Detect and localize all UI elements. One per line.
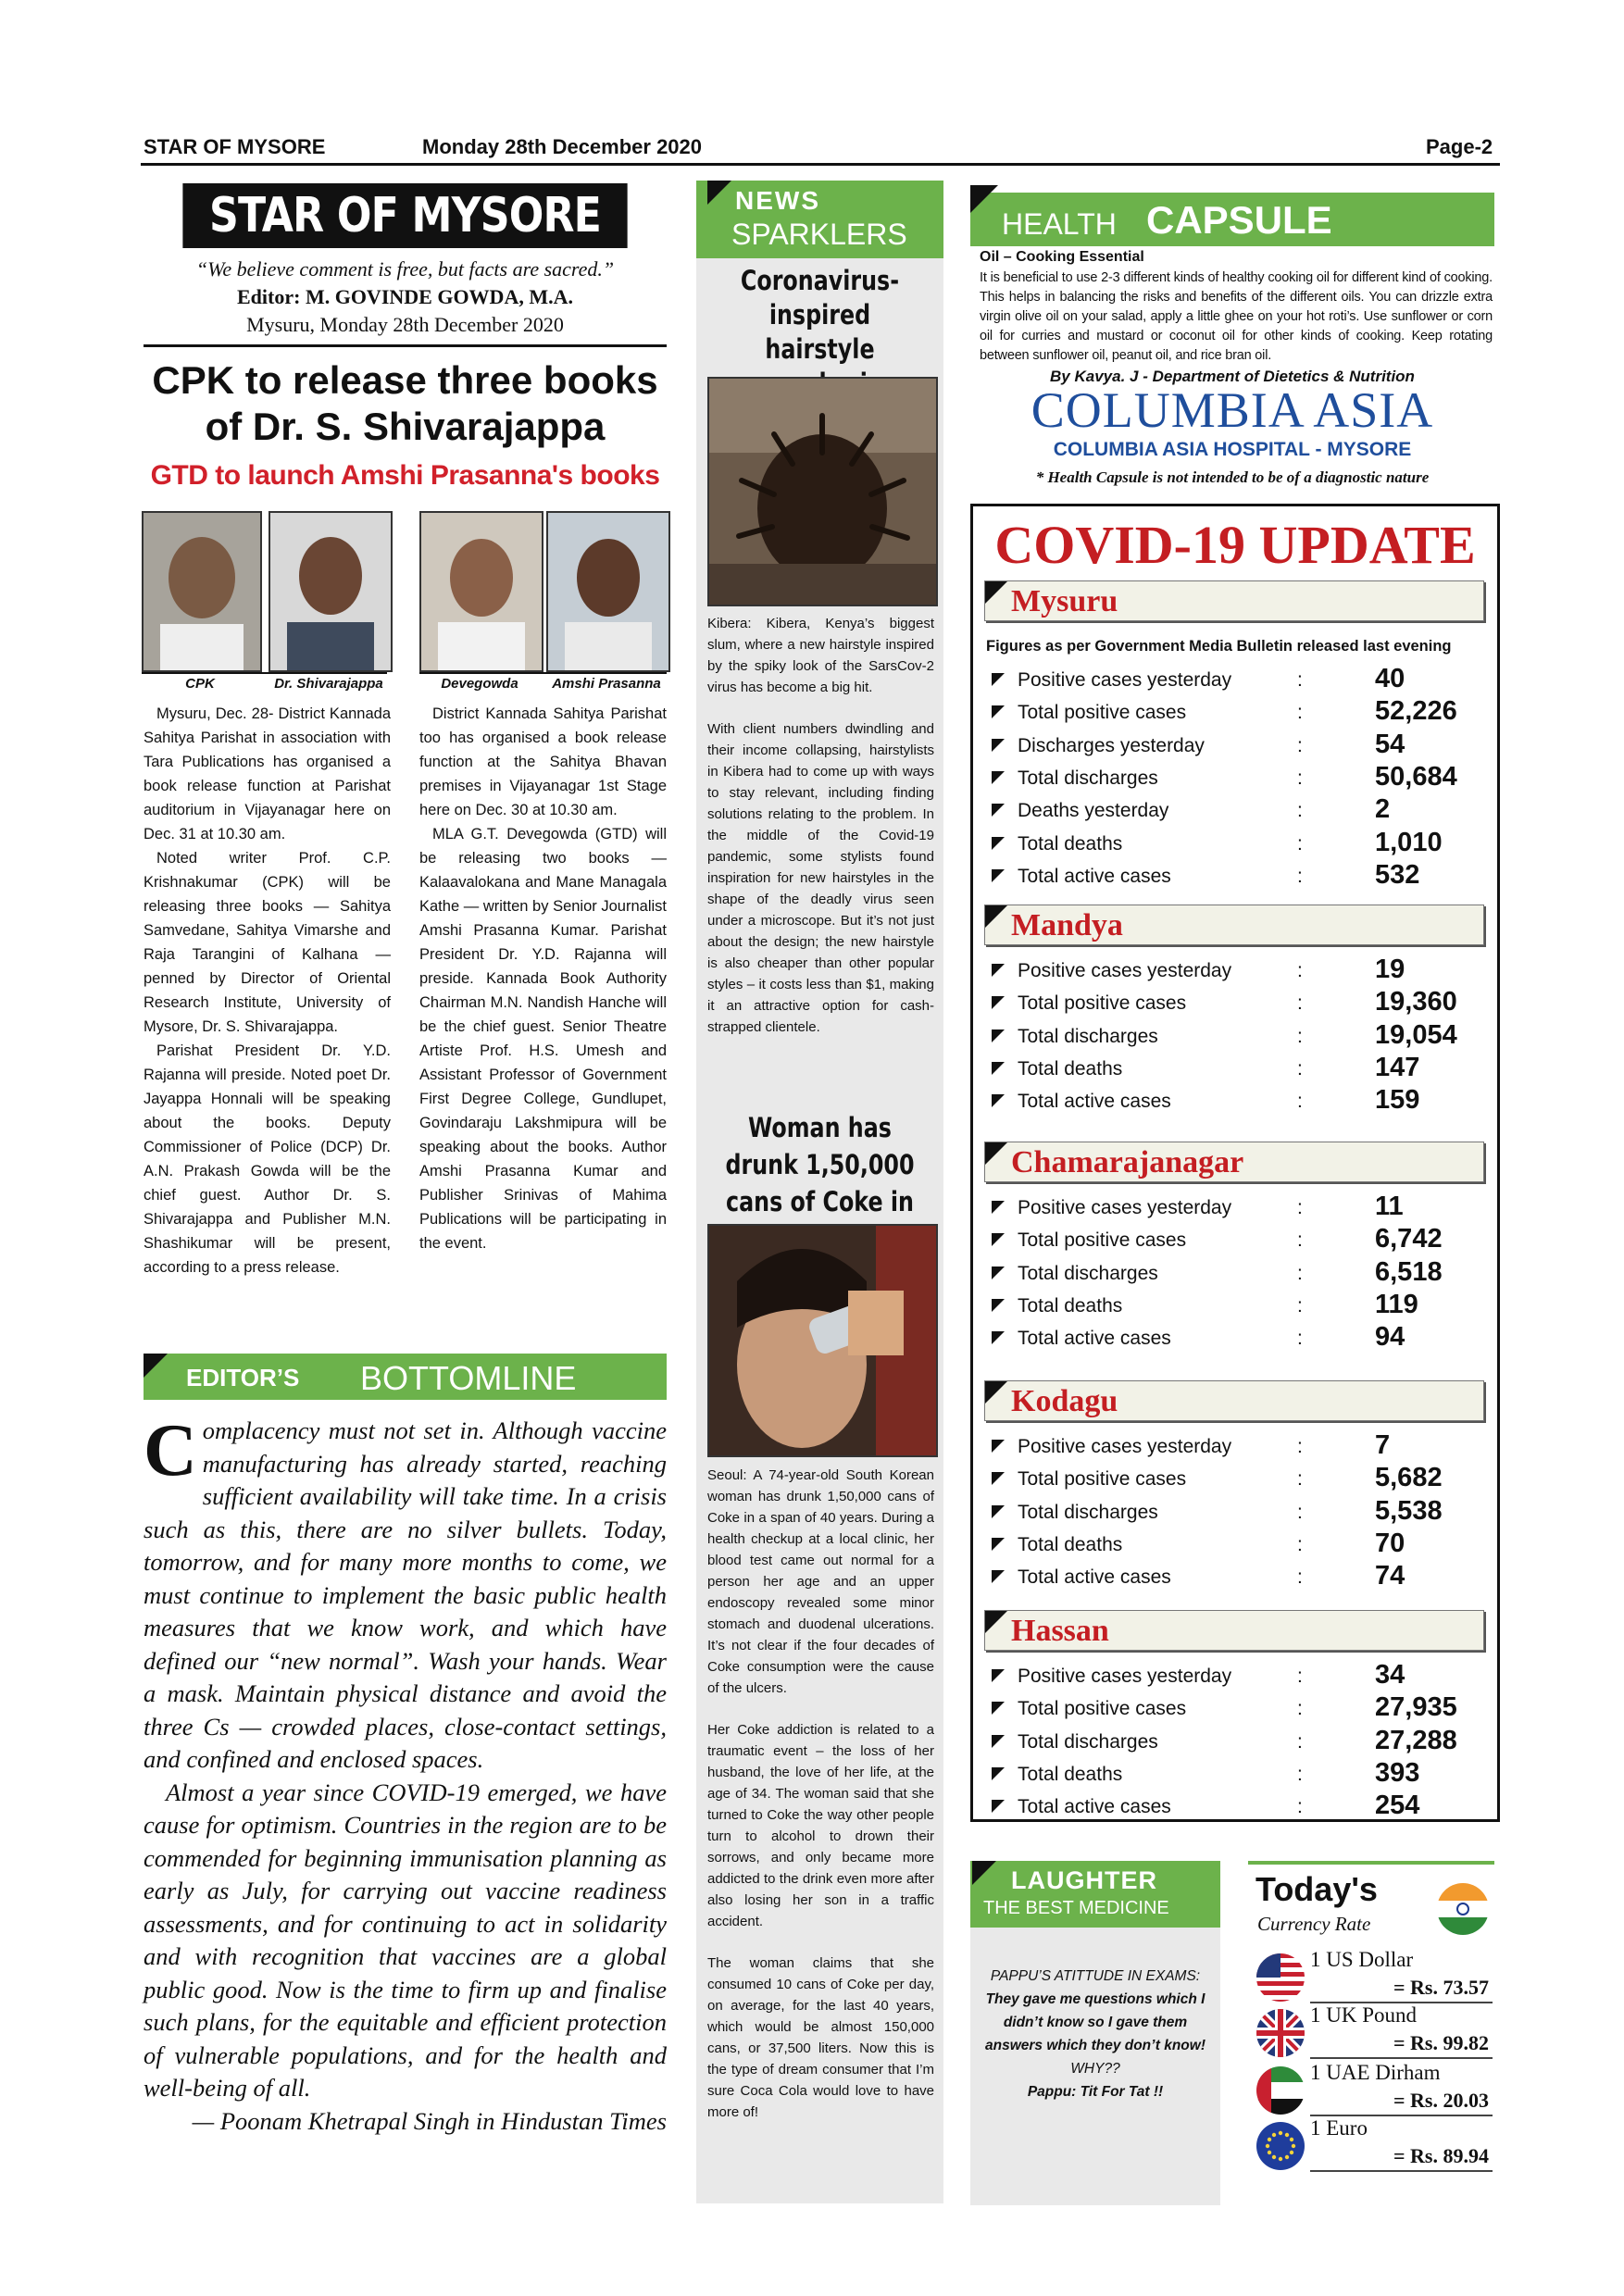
lead-column-1 — [144, 702, 391, 1279]
currency-row — [1256, 2061, 1493, 2116]
story1-title: Coronavirus-inspired hairstyle — [740, 265, 900, 365]
stat-value: 147 — [1375, 1052, 1420, 1082]
covid-stat-row — [986, 1463, 1486, 1495]
arrow-bullet-icon — [992, 1440, 1005, 1453]
lead-para: MLA G.T. Devegowda (GTD) will be releasing two books — Kalaavalokana and Mane Managala Kathe — written by Senior Journalist Amshi Prasanna Kumar. Parishat President Dr. Y.D. Rajanna will preside. Kannada Book Authority Chairman M.N. Nandish Hanche will be the chief guest. Senior Theatre Artiste Prof. H.S. Umesh and Assistant Professor of Government First Degree College, Gundlupet, Govindaraju Lakshmipura will be speaking about the books. Author Amshi Prasanna Kumar and Publisher Srinivas of Mahima Publications will be participating in the event. — [419, 826, 667, 1252]
story1-para: With client numbers dwindling and their income collapsing, hairstylists in Kibera had to come up with ways to stay relevant, including finding solutions relating to the problem. In the middle of the Covid-19 pandemic, some stylists found inspiration for new hairstyles in the shape of the deadly virus seen under a microscope. But it’s not just about the design; the new hairstyle is also cheaper than other popular styles – it costs less than $1, making it an attractive option for cash-strapped clientele. — [707, 721, 934, 1035]
health-header — [970, 193, 1494, 246]
currency-name: 1 US Dollar — [1310, 1948, 1414, 1971]
arrow-bullet-icon — [992, 1669, 1005, 1682]
covid-stat-row — [986, 860, 1486, 892]
stat-label: Total discharges — [1018, 1025, 1158, 1047]
arrow-bullet-icon — [992, 1800, 1005, 1813]
lead-headline-line2: of Dr. S. Shivarajappa — [205, 405, 606, 448]
stat-label: Deaths yesterday — [1018, 800, 1169, 822]
covid-stat-row — [986, 762, 1486, 794]
stat-colon: : — [1297, 1328, 1303, 1350]
stat-label: Positive cases yesterday — [1018, 1197, 1232, 1218]
joke-line-1: PAPPU’S ATITTUDE IN EXAMS: — [990, 1968, 1201, 1984]
story2-para: Seoul: A 74-year-old South Korean woman has drunk 1,50,000 cans of Coke in a span of 40 years. During a health checkup at a local clinic, her blood test came out normal for a person her age and an upper endoscopy revealed some minor stomach and duodenal ulcerations. It’s not clear if the four decades of Coke consumption were the cause of the ulcers. — [707, 1467, 934, 1696]
arrow-bullet-icon — [992, 771, 1005, 784]
covid-stat-row — [986, 696, 1486, 729]
arrow-bullet-icon — [992, 1767, 1005, 1780]
arrow-bullet-icon — [992, 996, 1005, 1009]
editorial-para-1: omplacency must not set in. Although vaccine manufacturing has already started, reaching sufficient availability will take time. In a crisis such as this, there are no silver bullets. Today, tomorrow, and for many more months to come, we must continue to implement the basic public health measures that we know work, and which have defined our “new normal”. Wash your hands. Wear a mask. Maintain physical distance and avoid the three Cs — crowded places, close-contact settings, and confined and enclosed spaces. — [144, 1416, 667, 1773]
covid-stat-row — [986, 1290, 1486, 1322]
laughter-label-a: LAUGHTER — [1011, 1866, 1157, 1894]
news-label-a: NEWS — [735, 186, 820, 215]
currency-rule — [1310, 2170, 1493, 2172]
stat-colon: : — [1297, 1262, 1303, 1284]
arrow-bullet-icon — [992, 1201, 1005, 1214]
stat-value: 40 — [1375, 664, 1405, 693]
stat-colon: : — [1297, 1566, 1303, 1589]
stat-value: 74 — [1375, 1561, 1405, 1591]
stat-colon: : — [1297, 1666, 1303, 1687]
covid-stat-row — [986, 1660, 1486, 1692]
stat-value: 19,054 — [1375, 1019, 1457, 1050]
health-byline: By Kavya. J - Department of Dietetics & Nutrition — [1050, 368, 1415, 385]
stat-value: 11 — [1375, 1192, 1404, 1221]
caption-devegowda: Devegowda — [441, 676, 518, 692]
currency-row — [1256, 1948, 1493, 2003]
stat-colon: : — [1297, 1698, 1303, 1720]
covid-stat-row — [986, 1496, 1486, 1529]
corner-triangle-icon — [970, 185, 998, 213]
covid-stat-row — [986, 1085, 1486, 1117]
stat-colon: : — [1297, 1501, 1303, 1523]
stat-label: Total discharges — [1018, 1262, 1158, 1284]
caption-rule-2 — [419, 672, 667, 674]
photo-virus-hairstyle — [707, 377, 938, 606]
eu-flag-icon — [1256, 2122, 1305, 2170]
covid-stat-row — [986, 730, 1486, 762]
district-header-chamarajanagar — [984, 1142, 1484, 1182]
stat-colon: : — [1297, 1533, 1303, 1555]
covid-title: COVID-19 UPDATE — [994, 515, 1476, 575]
joke-line-2: They gave me questions which I didn’t know so I gave them answers which they don’t know! — [985, 1991, 1206, 2053]
stat-colon: : — [1297, 1057, 1303, 1079]
joke-line-4: Pappu: Tit For Tat !! — [1027, 2084, 1164, 2100]
stat-colon: : — [1297, 1294, 1303, 1316]
joke-line-3: WHY?? — [1070, 2061, 1120, 2077]
arrow-bullet-icon — [992, 1702, 1005, 1715]
laughter-label-b: THE BEST MEDICINE — [983, 1898, 1169, 1918]
top-rule — [141, 163, 1500, 166]
stat-label: Total positive cases — [1018, 992, 1187, 1015]
corner-triangle-icon — [985, 1142, 1007, 1165]
stat-colon: : — [1297, 1436, 1303, 1457]
stat-colon: : — [1297, 1730, 1303, 1753]
story2-title: Woman has drunk 1,50,000 cans of Coke in — [725, 1112, 915, 1217]
stat-colon: : — [1297, 1197, 1303, 1218]
stat-label: Total active cases — [1018, 1796, 1171, 1818]
covid-stat-row — [986, 1053, 1486, 1085]
currency-value: = Rs. 20.03 — [1393, 2089, 1489, 2112]
arrow-bullet-icon — [992, 1570, 1005, 1583]
stat-value: 159 — [1375, 1085, 1420, 1116]
currency-name: 1 UAE Dirham — [1310, 2061, 1441, 2084]
district-name: Mandya — [1011, 908, 1123, 942]
covid-source-note: Figures as per Government Media Bulletin released last evening — [986, 638, 1452, 655]
stat-value: 27,935 — [1375, 1692, 1457, 1723]
caption-rule-1 — [142, 672, 387, 674]
stat-value: 94 — [1375, 1322, 1405, 1353]
arrow-bullet-icon — [992, 1267, 1005, 1279]
photo-devegowda — [419, 511, 543, 672]
stat-label: Total deaths — [1018, 1057, 1123, 1079]
masthead-title: STAR OF MYSORE — [182, 183, 627, 248]
stat-label: Total active cases — [1018, 1328, 1171, 1350]
editorial-label-a: EDITOR’S — [186, 1364, 300, 1391]
covid-stat-row — [986, 1758, 1486, 1791]
corner-triangle-icon — [972, 1861, 996, 1885]
stat-value: 119 — [1375, 1289, 1418, 1319]
covid-stat-row — [986, 1430, 1486, 1463]
india-flag-icon — [1437, 1883, 1489, 1935]
covid-stat-row — [986, 794, 1486, 827]
covid-stat-row — [986, 955, 1486, 987]
covid-stat-row — [986, 664, 1486, 696]
photo-shivarajappa — [269, 511, 393, 672]
district-name: Mysuru — [1011, 584, 1118, 618]
masthead-rule — [144, 344, 667, 347]
motto: “We believe comment is free, but facts are sacred.” — [195, 257, 615, 281]
stat-colon: : — [1297, 800, 1303, 822]
stat-label: Total discharges — [1018, 767, 1158, 789]
stat-colon: : — [1297, 734, 1303, 756]
stat-value: 27,288 — [1375, 1725, 1457, 1755]
currency-top-rule — [1248, 1861, 1494, 1865]
editorial-para-2: Almost a year since COVID-19 emerged, we have cause for optimism. Countries in the region are to be commended for beginning immunisation planning as early as July, for carrying out vaccine readiness assessments, and for continuing to act in solidarity and with recognition that vaccines are a global public good. Now is the time to firm up and finalise such plans, for the equitable and efficient protection of vulnerable populations, and for the health and well-being of all. — [144, 1778, 667, 2102]
arrow-bullet-icon — [992, 739, 1005, 752]
stat-value: 70 — [1375, 1528, 1405, 1558]
corner-triangle-icon — [707, 181, 731, 205]
currency-name: 1 Euro — [1310, 2116, 1368, 2140]
editorial-body — [144, 1410, 667, 2138]
health-label-b: CAPSULE — [1146, 198, 1332, 242]
stat-colon: : — [1297, 1229, 1303, 1252]
story2-para: Her Coke addiction is related to a traumatic event – the loss of her husband, the love of her life, at the age of 34. The woman said that she turned to Coke the way other people turn to alcohol to drown their sorrows, and only became more addicted to the drink even more after also losing her son in a traffic accident. — [707, 1722, 934, 1929]
arrow-bullet-icon — [992, 869, 1005, 882]
corner-triangle-icon — [144, 1354, 168, 1378]
editorial-credit: — Poonam Khetrapal Singh in Hindustan Times — [192, 2106, 667, 2135]
stat-value: 393 — [1375, 1757, 1420, 1788]
arrow-bullet-icon — [992, 1233, 1005, 1246]
stat-label: Total discharges — [1018, 1501, 1158, 1523]
health-topic: Oil – Cooking Essential — [980, 249, 1144, 265]
stat-label: Total active cases — [1018, 865, 1171, 887]
stat-value: 254 — [1375, 1791, 1420, 1821]
stat-value: 7 — [1375, 1430, 1391, 1460]
arrow-bullet-icon — [992, 1062, 1005, 1075]
stat-value: 6,742 — [1375, 1224, 1443, 1254]
news-header — [696, 181, 943, 258]
covid-stat-row — [986, 1192, 1486, 1224]
stat-label: Total deaths — [1018, 1294, 1123, 1316]
stat-label: Total positive cases — [1018, 702, 1187, 724]
arrow-bullet-icon — [992, 1472, 1005, 1485]
stat-label: Total deaths — [1018, 1533, 1123, 1555]
covid-stat-row — [986, 1791, 1486, 1823]
news-label-b: SPARKLERS — [731, 218, 907, 251]
district-name: Hassan — [1011, 1614, 1109, 1648]
covid-stat-row — [986, 1529, 1486, 1561]
covid-stat-row — [986, 1322, 1486, 1354]
district-name: Chamarajanagar — [1011, 1145, 1244, 1179]
stat-value: 19,360 — [1375, 987, 1457, 1017]
arrow-bullet-icon — [992, 1094, 1005, 1107]
currency-value: = Rs. 89.94 — [1393, 2144, 1489, 2167]
arrow-bullet-icon — [992, 964, 1005, 977]
photo-amshi-prasanna — [546, 511, 670, 672]
columbia-asia-logo: COLUMBIA ASIA — [1031, 382, 1434, 438]
currency-row — [1256, 2116, 1493, 2172]
photo-coke-woman — [707, 1224, 938, 1457]
stat-label: Total active cases — [1018, 1566, 1171, 1589]
corner-triangle-icon — [985, 905, 1007, 928]
laughter-joke — [976, 1965, 1215, 2103]
covid-stat-row — [986, 1561, 1486, 1593]
currency-row — [1256, 2003, 1493, 2059]
lead-subhead: GTD to launch Amshi Prasanna's books — [150, 460, 660, 491]
stat-value: 5,538 — [1375, 1495, 1443, 1526]
lead-para: Mysuru, Dec. 28- District Kannada Sahitya Parishat in association with Tara Publications has organised a book release function at Parishat auditorium in Vijayanagar here on Dec. 31 at 10.30 am. — [144, 705, 391, 842]
caption-cpk: CPK — [185, 676, 215, 692]
currency-title: Today's — [1255, 1870, 1378, 1908]
district-header-hassan — [984, 1610, 1484, 1651]
health-disclaimer: * Health Capsule is not intended to be of a diagnostic nature — [1035, 468, 1430, 486]
page-number: Page-2 — [1426, 135, 1493, 158]
district-header-kodagu — [984, 1380, 1484, 1421]
story2-body — [707, 1465, 934, 2143]
photo-cpk — [142, 511, 262, 672]
stat-colon: : — [1297, 832, 1303, 855]
stat-label: Total discharges — [1018, 1730, 1158, 1753]
dateline: Mysuru, Monday 28th December 2020 — [246, 313, 564, 336]
editor-line: Editor: M. GOVINDE GOWDA, M.A. — [237, 285, 573, 308]
stat-label: Positive cases yesterday — [1018, 669, 1232, 691]
stat-label: Discharges yesterday — [1018, 734, 1205, 756]
issue-date: Monday 28th December 2020 — [422, 135, 703, 158]
editorial-dropcap: C — [144, 1410, 197, 1491]
stat-label: Total positive cases — [1018, 1698, 1187, 1720]
lead-headline — [144, 357, 667, 450]
arrow-bullet-icon — [992, 837, 1005, 850]
arrow-bullet-icon — [992, 705, 1005, 718]
editorial-header — [144, 1354, 667, 1400]
covid-stat-row — [986, 1020, 1486, 1053]
stat-label: Total deaths — [1018, 832, 1123, 855]
currency-name: 1 UK Pound — [1310, 2003, 1418, 2027]
stat-label: Total active cases — [1018, 1091, 1171, 1113]
lead-headline-line1: CPK to release three books — [152, 358, 658, 402]
stat-label: Positive cases yesterday — [1018, 960, 1232, 981]
stat-value: 2 — [1375, 794, 1391, 825]
arrow-bullet-icon — [992, 1538, 1005, 1551]
health-text: It is beneficial to use 2-3 different kinds of healthy cooking oil for different kind of cooking. This helps in balancing the risks and benefits of the different oils. You can drizzle extra virgin olive oil on your salad, apply a little ghee on your hot roti’s. Use sunflower or corn oil for curries and mustard or coconut oil for other kinds of cooking. Keep rotating between sunflower oil, peanut oil, and rice bran oil. — [980, 270, 1493, 363]
story2-para: The woman claims that she consumed 10 cans of Coke per day, on average, for the last 40 years, which would be almost 150,000 cans, or 37,500 liters. Now this is the type of dream consumer that I’m sure Coca Cola would love to have more of! — [707, 1955, 934, 2120]
stat-value: 34 — [1375, 1660, 1405, 1690]
story1-body — [707, 613, 934, 1058]
currency-value: = Rs. 73.57 — [1393, 1976, 1489, 1999]
arrow-bullet-icon — [992, 1029, 1005, 1042]
stat-colon: : — [1297, 1763, 1303, 1785]
stat-value: 19 — [1375, 955, 1405, 984]
stat-colon: : — [1297, 1025, 1303, 1047]
arrow-bullet-icon — [992, 1299, 1005, 1312]
stat-colon: : — [1297, 669, 1303, 691]
stat-colon: : — [1297, 865, 1303, 887]
stat-value: 52,226 — [1375, 696, 1457, 727]
health-label-a: HEALTH — [1002, 207, 1117, 241]
uk-flag-icon — [1256, 2009, 1305, 2057]
stat-colon: : — [1297, 1091, 1303, 1113]
currency-value: = Rs. 99.82 — [1393, 2031, 1489, 2054]
editorial-label-b: BOTTOMLINE — [360, 1359, 577, 1397]
currency-subtitle: Currency Rate — [1257, 1913, 1371, 1935]
arrow-bullet-icon — [992, 1331, 1005, 1344]
caption-amshi-prasanna: Amshi Prasanna — [552, 676, 661, 692]
arrow-bullet-icon — [992, 1735, 1005, 1748]
story1-para: Kibera: Kibera, Kenya’s biggest slum, where a new hairstyle inspired by the spiky look of the SarsCov-2 virus has become a big hit. — [707, 616, 934, 695]
hospital-name: COLUMBIA ASIA HOSPITAL - MYSORE — [1053, 439, 1412, 460]
arrow-bullet-icon — [992, 804, 1005, 817]
us-flag-icon — [1256, 1953, 1305, 2002]
stat-colon: : — [1297, 1796, 1303, 1818]
covid-update-box — [970, 504, 1500, 1822]
stat-value: 6,518 — [1375, 1256, 1443, 1287]
covid-stat-row — [986, 828, 1486, 860]
lead-column-2 — [419, 702, 667, 1255]
laughter-header — [970, 1861, 1220, 1928]
stat-colon: : — [1297, 960, 1303, 981]
corner-triangle-icon — [985, 1381, 1007, 1404]
corner-triangle-icon — [985, 581, 1007, 604]
corner-triangle-icon — [985, 1611, 1007, 1633]
stat-value: 54 — [1375, 729, 1405, 759]
covid-stat-row — [986, 987, 1486, 1019]
paper-name: STAR OF MYSORE — [144, 135, 326, 158]
stat-label: Total positive cases — [1018, 1229, 1187, 1252]
uae-flag-icon — [1256, 2066, 1305, 2115]
stat-colon: : — [1297, 767, 1303, 789]
stat-label: Positive cases yesterday — [1018, 1666, 1232, 1687]
stat-colon: : — [1297, 992, 1303, 1015]
covid-stat-row — [986, 1257, 1486, 1290]
lead-para: District Kannada Sahitya Parishat too has organised a book release function at the Sahitya Bhavan premises in Vijayanagar 1st Stage here on Dec. 30 at 10.30 am. — [419, 705, 667, 818]
stat-colon: : — [1297, 1468, 1303, 1491]
arrow-bullet-icon — [992, 1505, 1005, 1518]
covid-stat-row — [986, 1726, 1486, 1758]
covid-stat-row — [986, 1692, 1486, 1725]
stat-label: Total positive cases — [1018, 1468, 1187, 1491]
stat-colon: : — [1297, 702, 1303, 724]
lead-para: Noted writer Prof. C.P. Krishnakumar (CPK) will be releasing three books — Sahitya Samvedane, Sahitya Vimarshe and Raja Tarangini of Kalhana — penned by Director of Oriental Research Institute, University of Mysore, Dr. S. Shivarajappa. — [144, 850, 391, 1035]
stat-value: 50,684 — [1375, 761, 1457, 792]
caption-shivarajappa: Dr. Shivarajappa — [274, 676, 383, 692]
stat-value: 5,682 — [1375, 1463, 1443, 1493]
district-header-mandya — [984, 905, 1484, 945]
stat-value: 1,010 — [1375, 827, 1443, 857]
district-name: Kodagu — [1011, 1384, 1118, 1418]
stat-value: 532 — [1375, 859, 1420, 890]
currency-rule — [1310, 2057, 1493, 2059]
district-header-mysuru — [984, 580, 1484, 621]
lead-para: Parishat President Dr. Y.D. Rajanna will preside. Noted poet Dr. Jayappa Honnali will be speaking about the books. Deputy Commissioner of Police (DCP) Dr. A.N. Prakash Gowda will be the chief guest. Author Dr. S. Shivarajappa and Publisher M.N. Shashikumar will be present, according to a press release. — [144, 1042, 391, 1276]
covid-stat-row — [986, 1224, 1486, 1256]
arrow-bullet-icon — [992, 673, 1005, 686]
stat-label: Total deaths — [1018, 1763, 1123, 1785]
stat-label: Positive cases yesterday — [1018, 1436, 1232, 1457]
